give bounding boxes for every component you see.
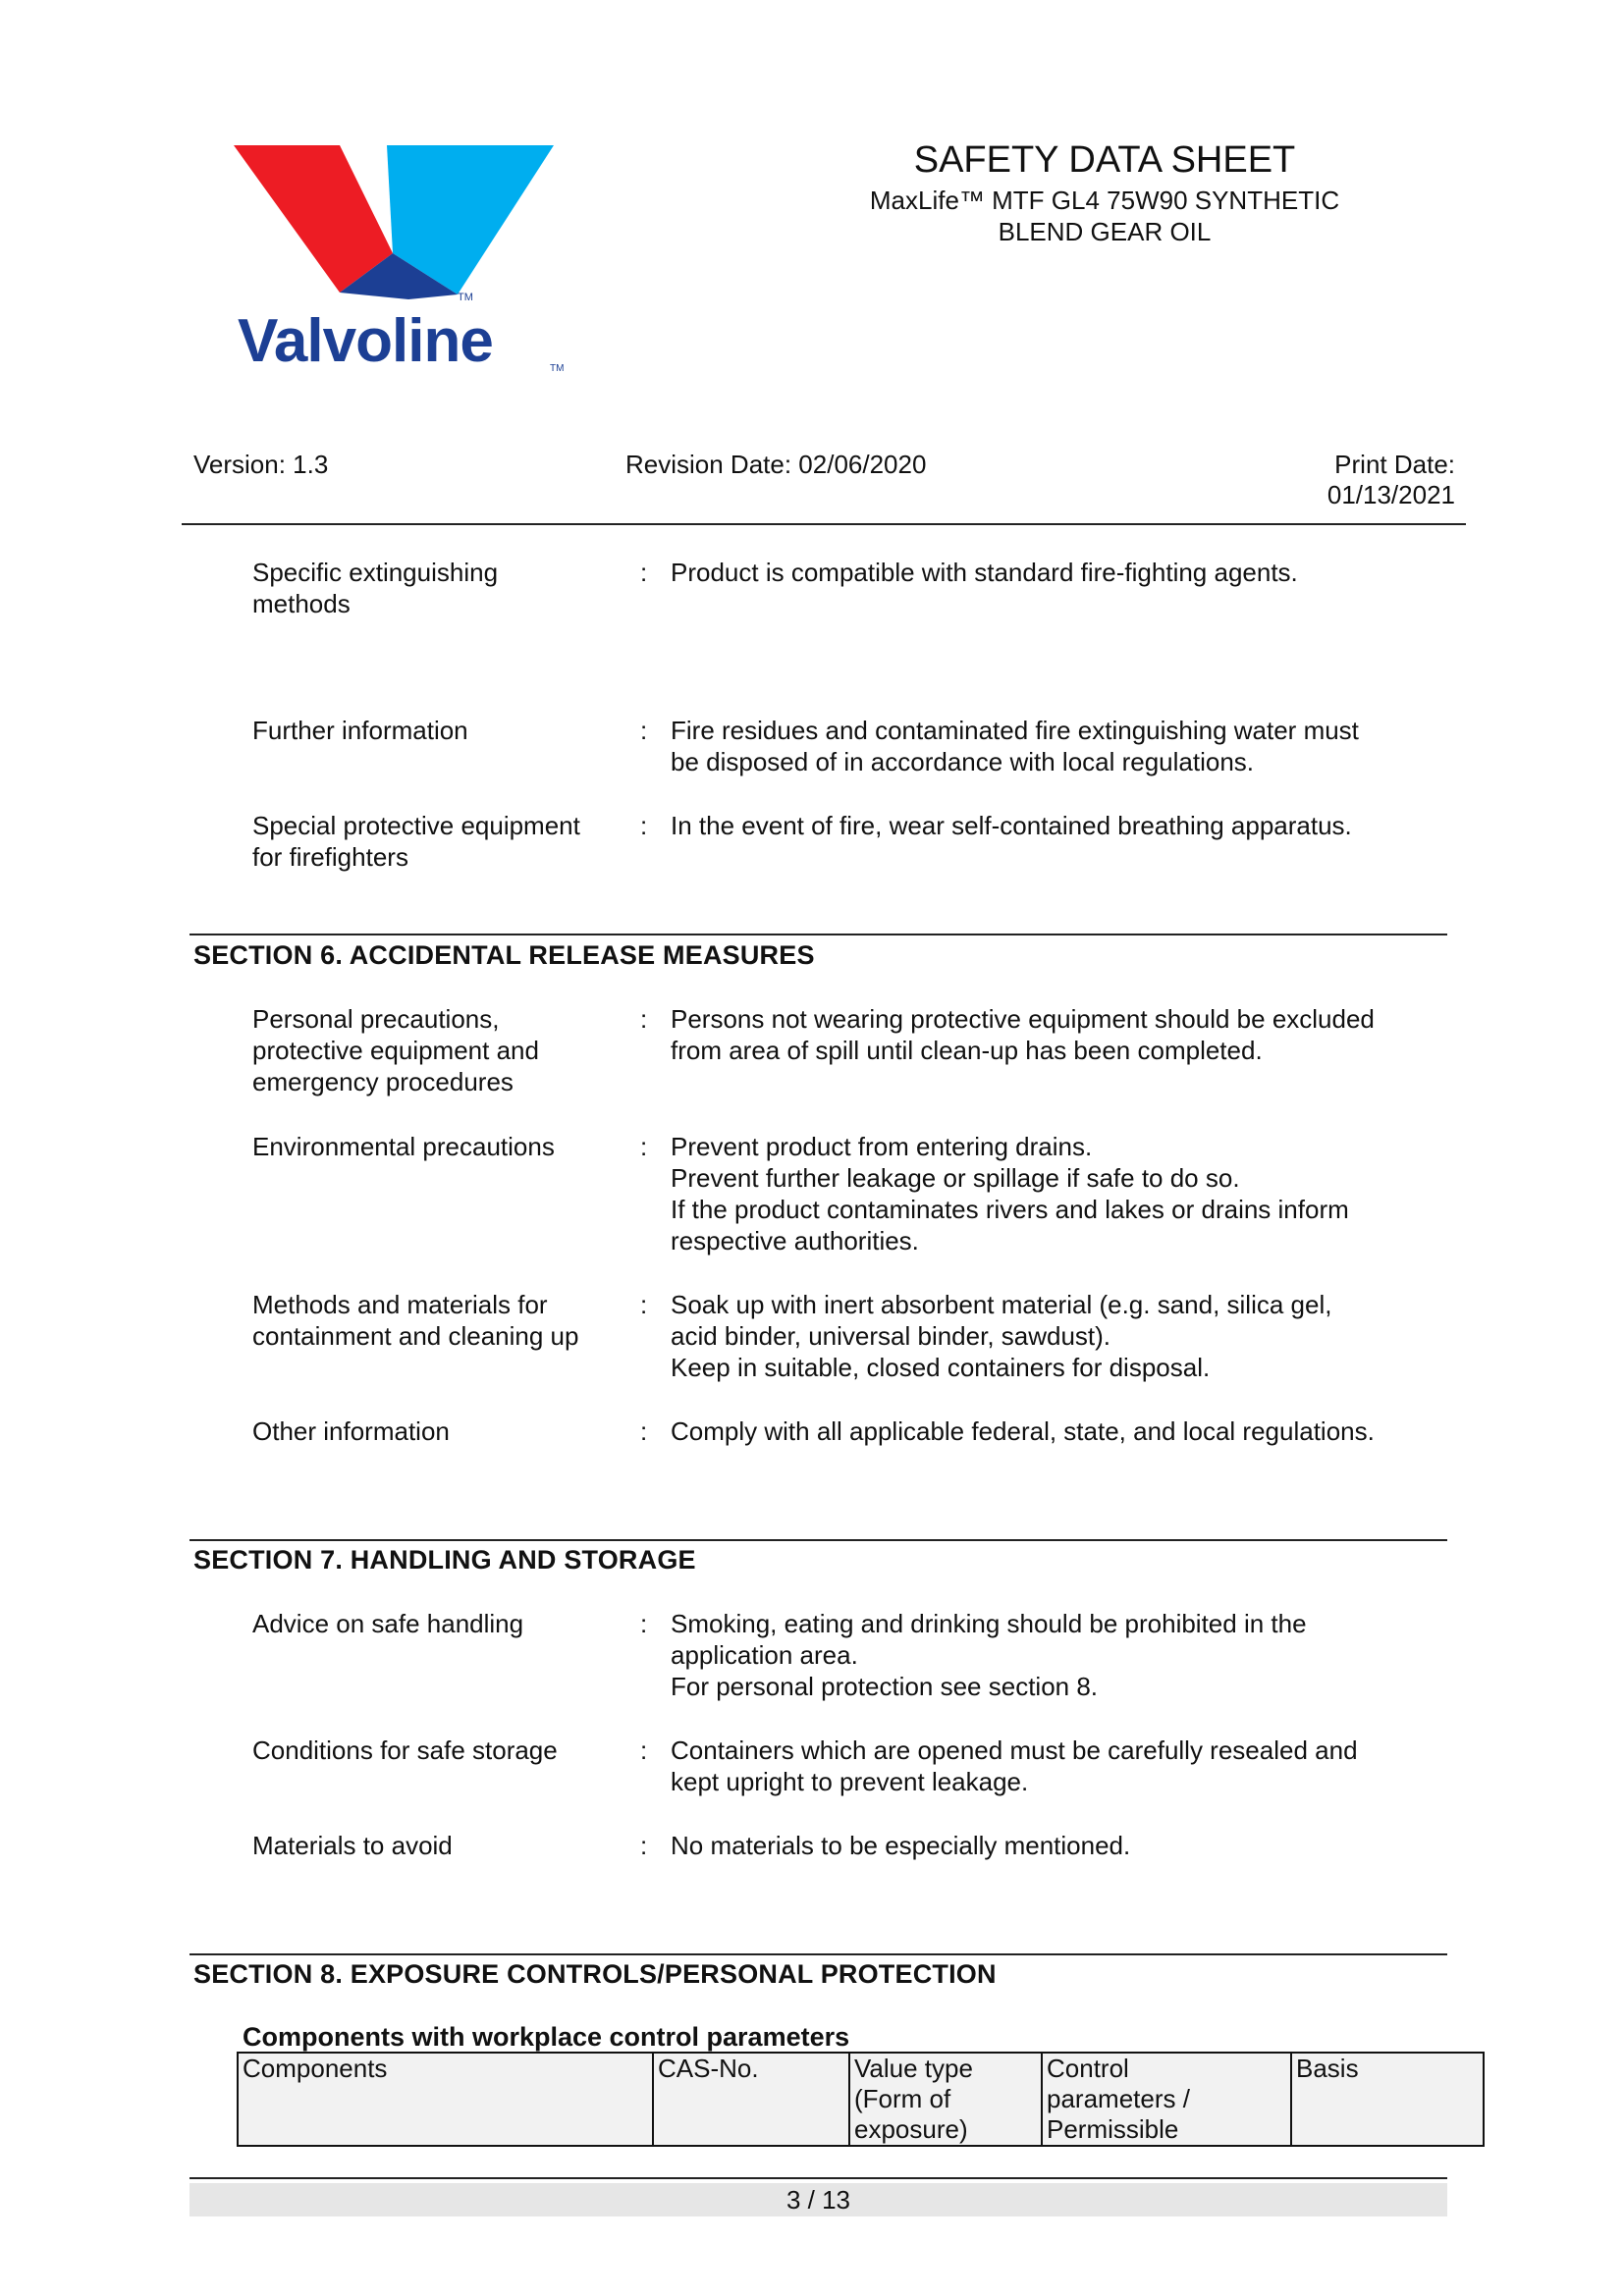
- footer-rule: [189, 2177, 1447, 2179]
- field-separator: :: [640, 1609, 648, 1638]
- page-number: 3 / 13: [785, 2185, 851, 2215]
- tm-mark: TM: [550, 363, 565, 374]
- section-8-rule: [189, 1953, 1447, 1955]
- field-label: Materials to avoid: [252, 1831, 453, 1860]
- print-date: Print Date: 01/13/2021: [1326, 450, 1455, 509]
- field-value: Soak up with inert absorbent material (e.g. sand, silica gel, acid binder, universal binder, sawdust). Keep in suitable, closed containers for disposal.: [671, 1290, 1332, 1382]
- components-subtitle: Components with workplace control parameters: [243, 2022, 850, 2052]
- field-label: Further information: [252, 716, 468, 745]
- svg-text:TM: TM: [458, 292, 473, 303]
- field-separator: :: [640, 811, 648, 840]
- field-separator: :: [640, 1290, 648, 1319]
- field-label: Other information: [252, 1416, 450, 1446]
- field-label: Environmental precautions: [252, 1132, 555, 1161]
- field-label: Methods and materials for containment and cleaning up: [252, 1290, 579, 1351]
- version: Version: 1.3: [193, 450, 329, 479]
- components-table: [237, 2052, 1485, 2147]
- field-value: Persons not wearing protective equipment should be excluded from area of spill until clean-up has been completed.: [671, 1004, 1375, 1065]
- section-6-rule: [189, 934, 1447, 935]
- brand-wordmark: Valvoline: [238, 307, 493, 375]
- valvoline-logo: [230, 137, 564, 383]
- product-name-line1: MaxLife™ MTF GL4 75W90 SYNTHETIC: [869, 186, 1340, 215]
- section-6-title: SECTION 6. ACCIDENTAL RELEASE MEASURES: [193, 940, 815, 970]
- field-separator: :: [640, 716, 648, 745]
- field-value: In the event of fire, wear self-contained breathing apparatus.: [671, 811, 1352, 840]
- field-label: Specific extinguishing methods: [252, 558, 499, 618]
- col-cas-no: CAS-No.: [653, 2053, 849, 2146]
- revision-date: Revision Date: 02/06/2020: [625, 450, 927, 479]
- field-value: Product is compatible with standard fire-fighting agents.: [671, 558, 1298, 587]
- field-separator: :: [640, 1004, 648, 1034]
- field-value: Fire residues and contaminated fire extinguishing water must be disposed of in accordance with local regulations.: [671, 716, 1359, 776]
- field-label: Special protective equipment for firefighters: [252, 811, 580, 872]
- field-separator: :: [640, 1735, 648, 1765]
- field-label: Advice on safe handling: [252, 1609, 524, 1638]
- field-value: Smoking, eating and drinking should be prohibited in the application area. For personal protection see section 8.: [671, 1609, 1307, 1701]
- field-separator: :: [640, 1132, 648, 1161]
- section-8-title: SECTION 8. EXPOSURE CONTROLS/PERSONAL PROTECTION: [193, 1959, 997, 1989]
- field-value: Containers which are opened must be carefully resealed and kept upright to prevent leakage.: [671, 1735, 1358, 1796]
- document-title: SAFETY DATA SHEET: [913, 139, 1296, 181]
- field-value: Comply with all applicable federal, state, and local regulations.: [671, 1416, 1375, 1446]
- col-value-type: Value type (Form of exposure): [849, 2053, 1042, 2146]
- field-separator: :: [640, 558, 648, 587]
- field-label: Conditions for safe storage: [252, 1735, 558, 1765]
- field-label: Personal precautions, protective equipment and emergency procedures: [252, 1004, 539, 1096]
- field-value: Prevent product from entering drains. Prevent further leakage or spillage if safe to do so. If the product contaminates rivers and lakes or drains inform respective authorities.: [671, 1132, 1349, 1255]
- section-7-rule: [189, 1539, 1447, 1541]
- col-control-parameters: Control parameters / Permissible: [1042, 2053, 1291, 2146]
- field-separator: :: [640, 1416, 648, 1446]
- product-name-line2: BLEND GEAR OIL: [998, 217, 1212, 246]
- table-header-row: [238, 2053, 1484, 2146]
- field-value: No materials to be especially mentioned.: [671, 1831, 1131, 1860]
- section-7-title: SECTION 7. HANDLING AND STORAGE: [193, 1545, 696, 1575]
- col-components: Components: [238, 2053, 653, 2146]
- field-separator: :: [640, 1831, 648, 1860]
- header-divider: [182, 523, 1466, 525]
- col-basis: Basis: [1291, 2053, 1484, 2146]
